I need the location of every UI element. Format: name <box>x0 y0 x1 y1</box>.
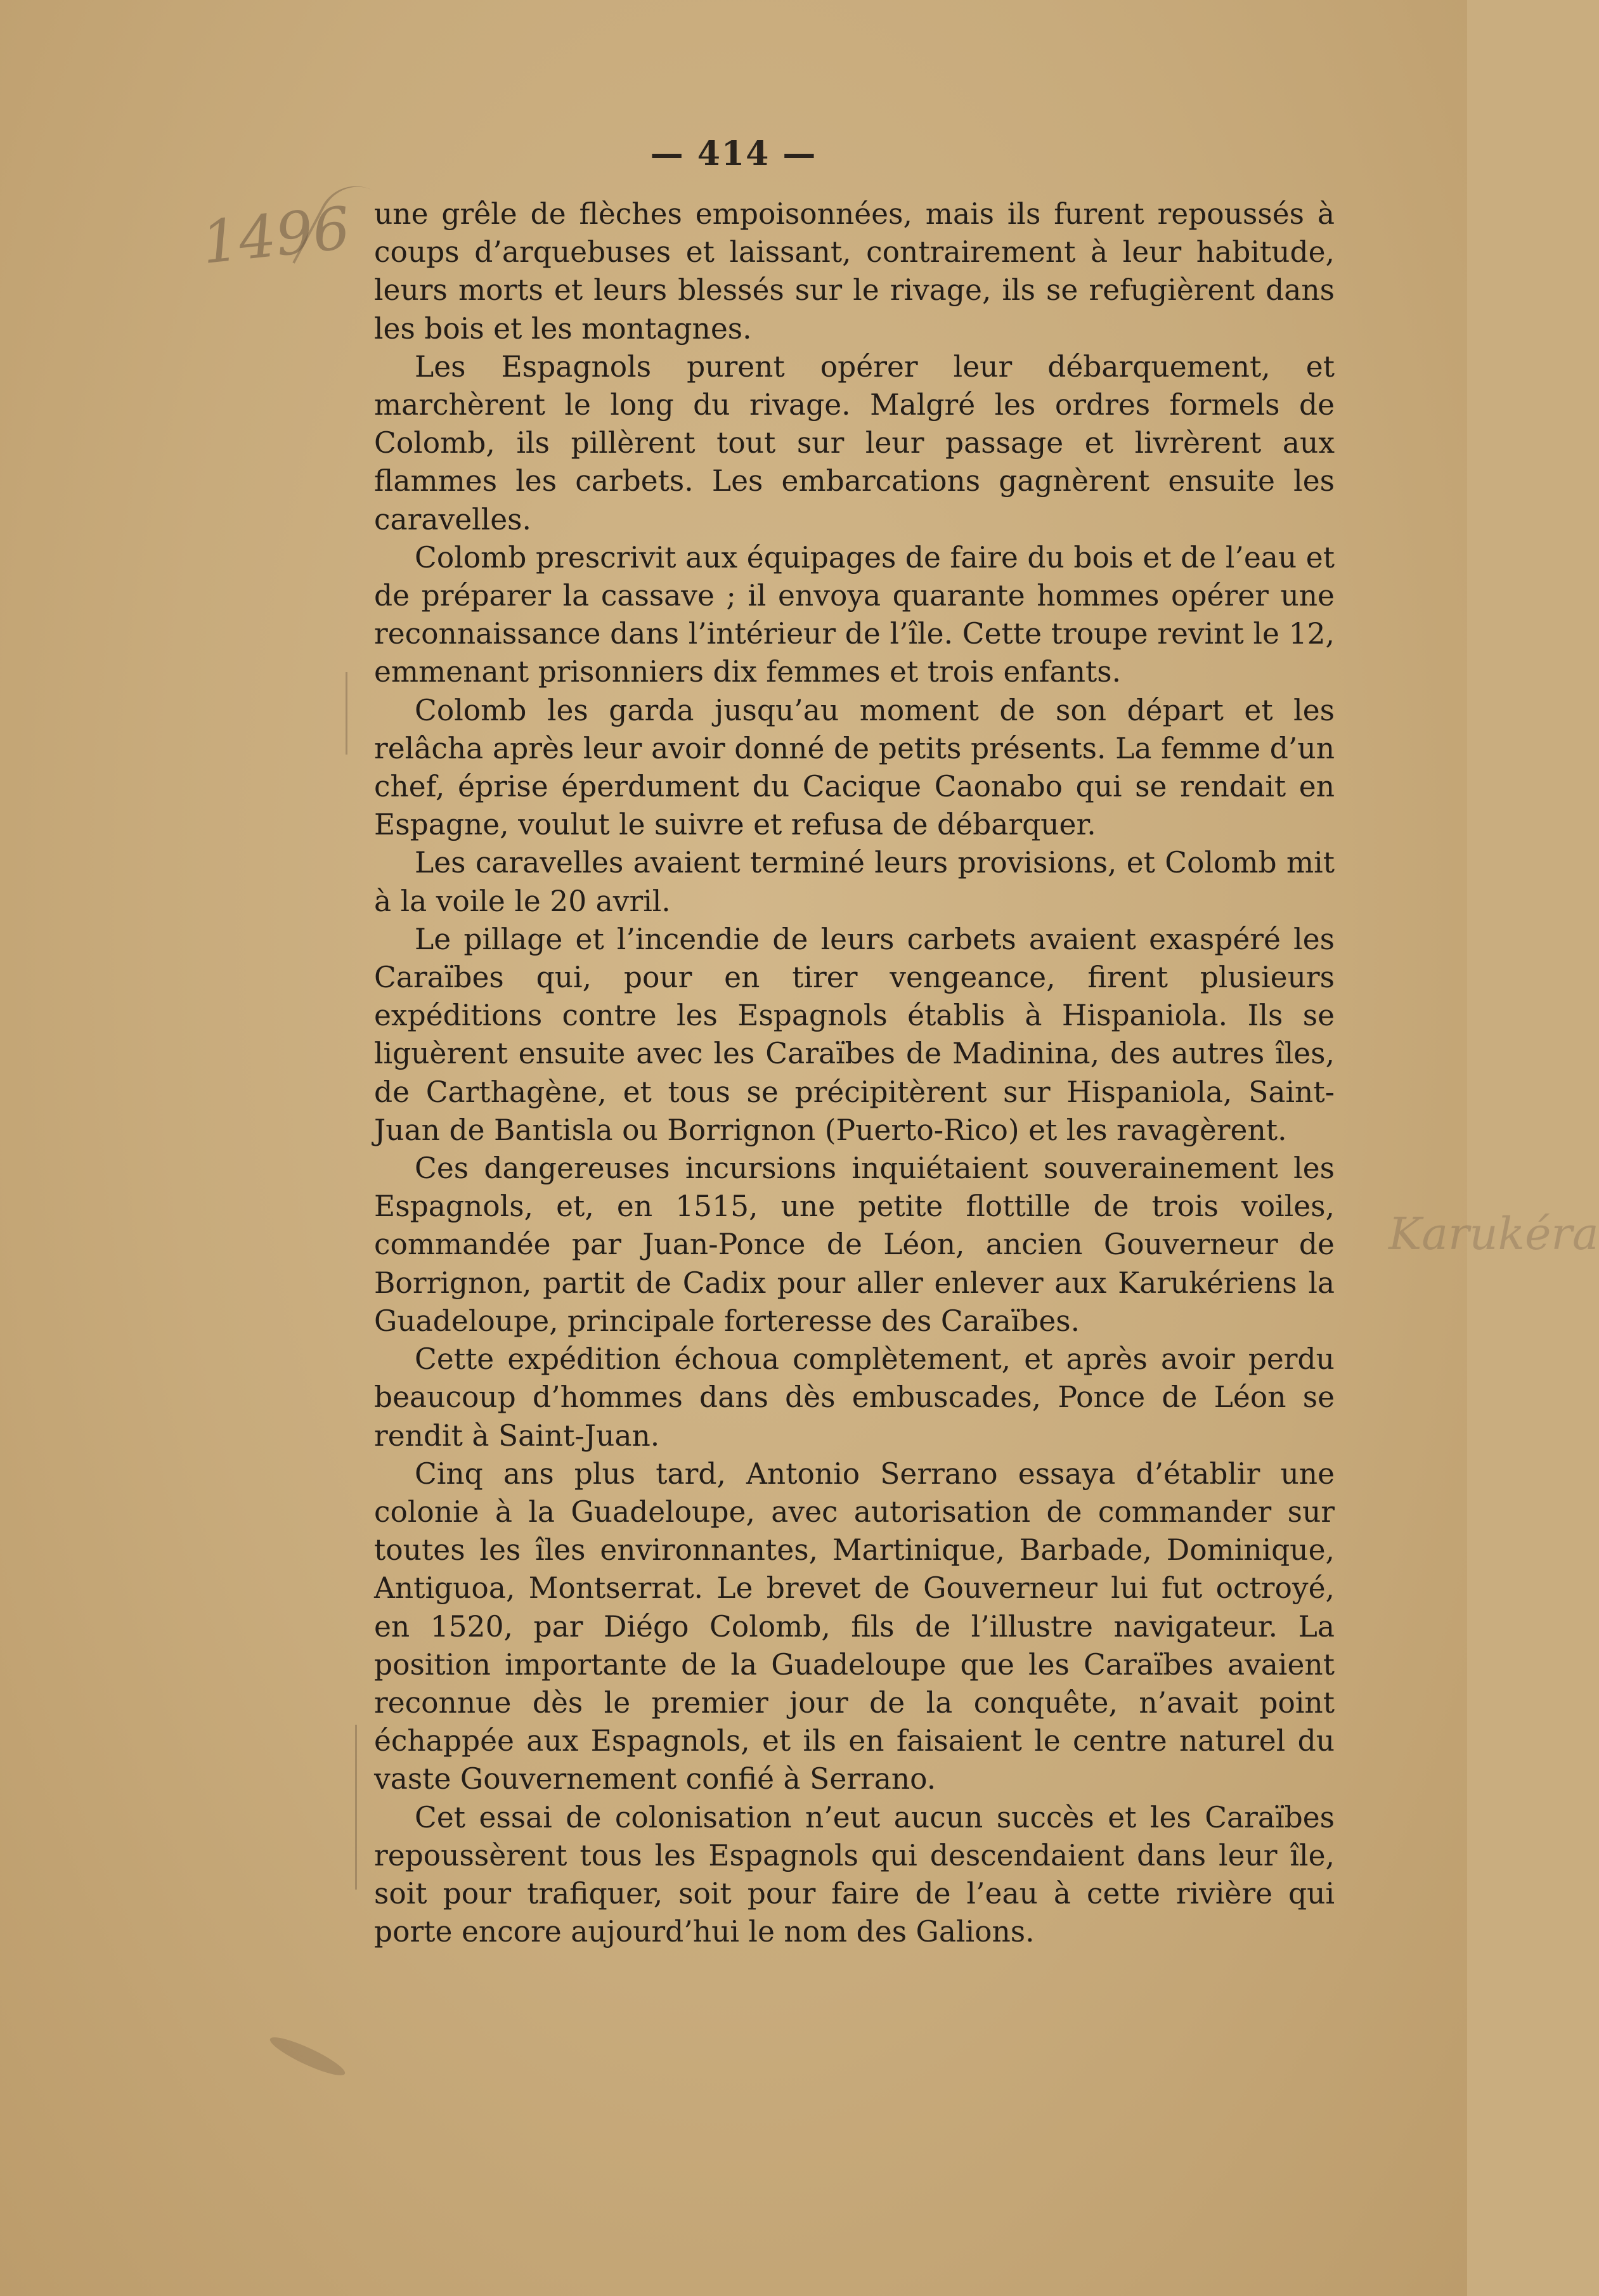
page-number: — 414 — <box>650 134 817 173</box>
handwritten-margin-note: 1496 <box>198 194 354 277</box>
paragraph: Colomb prescrivit aux équipages de faire du bois et de l’eau et de préparer la cassave ; il envoya quarante hommes opérer une reconnaissance dans l’intérieur de l’île. Cette troupe revint le 12, emmenant prisonniers dix femmes et trois enfants. <box>374 540 1335 689</box>
paragraph: Les caravelles avaient terminé leurs provisions, et Colomb mit à la voile le 20 avril. <box>374 846 1335 918</box>
paragraph: Colomb les garda jusqu’au moment de son départ et les relâcha après leur avoir donné de petits présents. La femme d’un chef, éprise éperdument du Cacique Caonabo qui se rendait en Espagne, voulut le suivre et refusa de débarquer. <box>374 693 1335 842</box>
handwritten-right-margin-note: Karukéra <box>1389 1208 1599 1260</box>
paper-stain <box>267 2032 349 2082</box>
paragraph: Les Espagnols purent opérer leur débarquement, et marchèrent le long du rivage. Malgré les ordres formels de Colomb, ils pillèrent tout sur leur passage et livrèrent aux flammes les carbets. Les embarcations gagnèrent ensuite les caravelles. <box>374 349 1335 536</box>
body-text <box>374 195 1335 1951</box>
pencil-margin-line <box>355 1725 357 1890</box>
paragraph: une grêle de flèches empoisonnées, mais ils furent repoussés à coups d’arquebuses et laissant, contrairement à leur habitude, leurs morts et leurs blessés sur le rivage, ils se refugièrent dans les bois et les montagnes. <box>374 197 1335 346</box>
pencil-margin-line <box>346 672 347 755</box>
paragraph: Le pillage et l’incendie de leurs carbets avaient exaspéré les Caraïbes qui, pour en tirer vengeance, firent plusieurs expéditions contre les Espagnols établis à Hispaniola. Ils se liguèrent ensuite avec les Caraïbes de Madinina, des autres îles, de Carthagène, et tous se précipitèrent sur Hispaniola, Saint-Juan de Bantisla ou Borrignon (Puerto-Rico) et les ravagèrent. <box>374 922 1335 1147</box>
paragraph: Cet essai de colonisation n’eut aucun succès et les Caraïbes repoussèrent tous les Espagnols qui descendaient dans leur île, soit pour trafiquer, soit pour faire de l’eau à cette rivière qui porte encore aujourd’hui le nom des Galions. <box>374 1800 1335 1949</box>
paragraph: Ces dangereuses incursions inquiétaient souverainement les Espagnols, et, en 1515, une petite flottille de trois voiles, commandée par Juan-Ponce de Léon, ancien Gouverneur de Borrignon, partit de Cadix pour aller enlever aux Karukériens la Guadeloupe, principale forteresse des Caraïbes. <box>374 1151 1335 1338</box>
paragraph: Cinq ans plus tard, Antonio Serrano essaya d’établir une colonie à la Guadeloupe, avec autorisation de commander sur toutes les îles environnantes, Martinique, Barbade, Dominique, Antiguoa, Montserrat. Le brevet de Gouverneur lui fut octroyé, en 1520, par Diégo Colomb, fils de l’illustre navigateur. La position importante de la Guadeloupe que les Caraïbes avaient reconnue dès le premier jour de la conquête, n’avait point échappée aux Espagnols, et ils en faisaient le centre naturel du vaste Gouvernement confié à Serrano. <box>374 1456 1335 1796</box>
paragraph: Cette expédition échoua complètement, et après avoir perdu beaucoup d’hommes dans dès embuscades, Ponce de Léon se rendit à Saint-Juan. <box>374 1342 1335 1453</box>
